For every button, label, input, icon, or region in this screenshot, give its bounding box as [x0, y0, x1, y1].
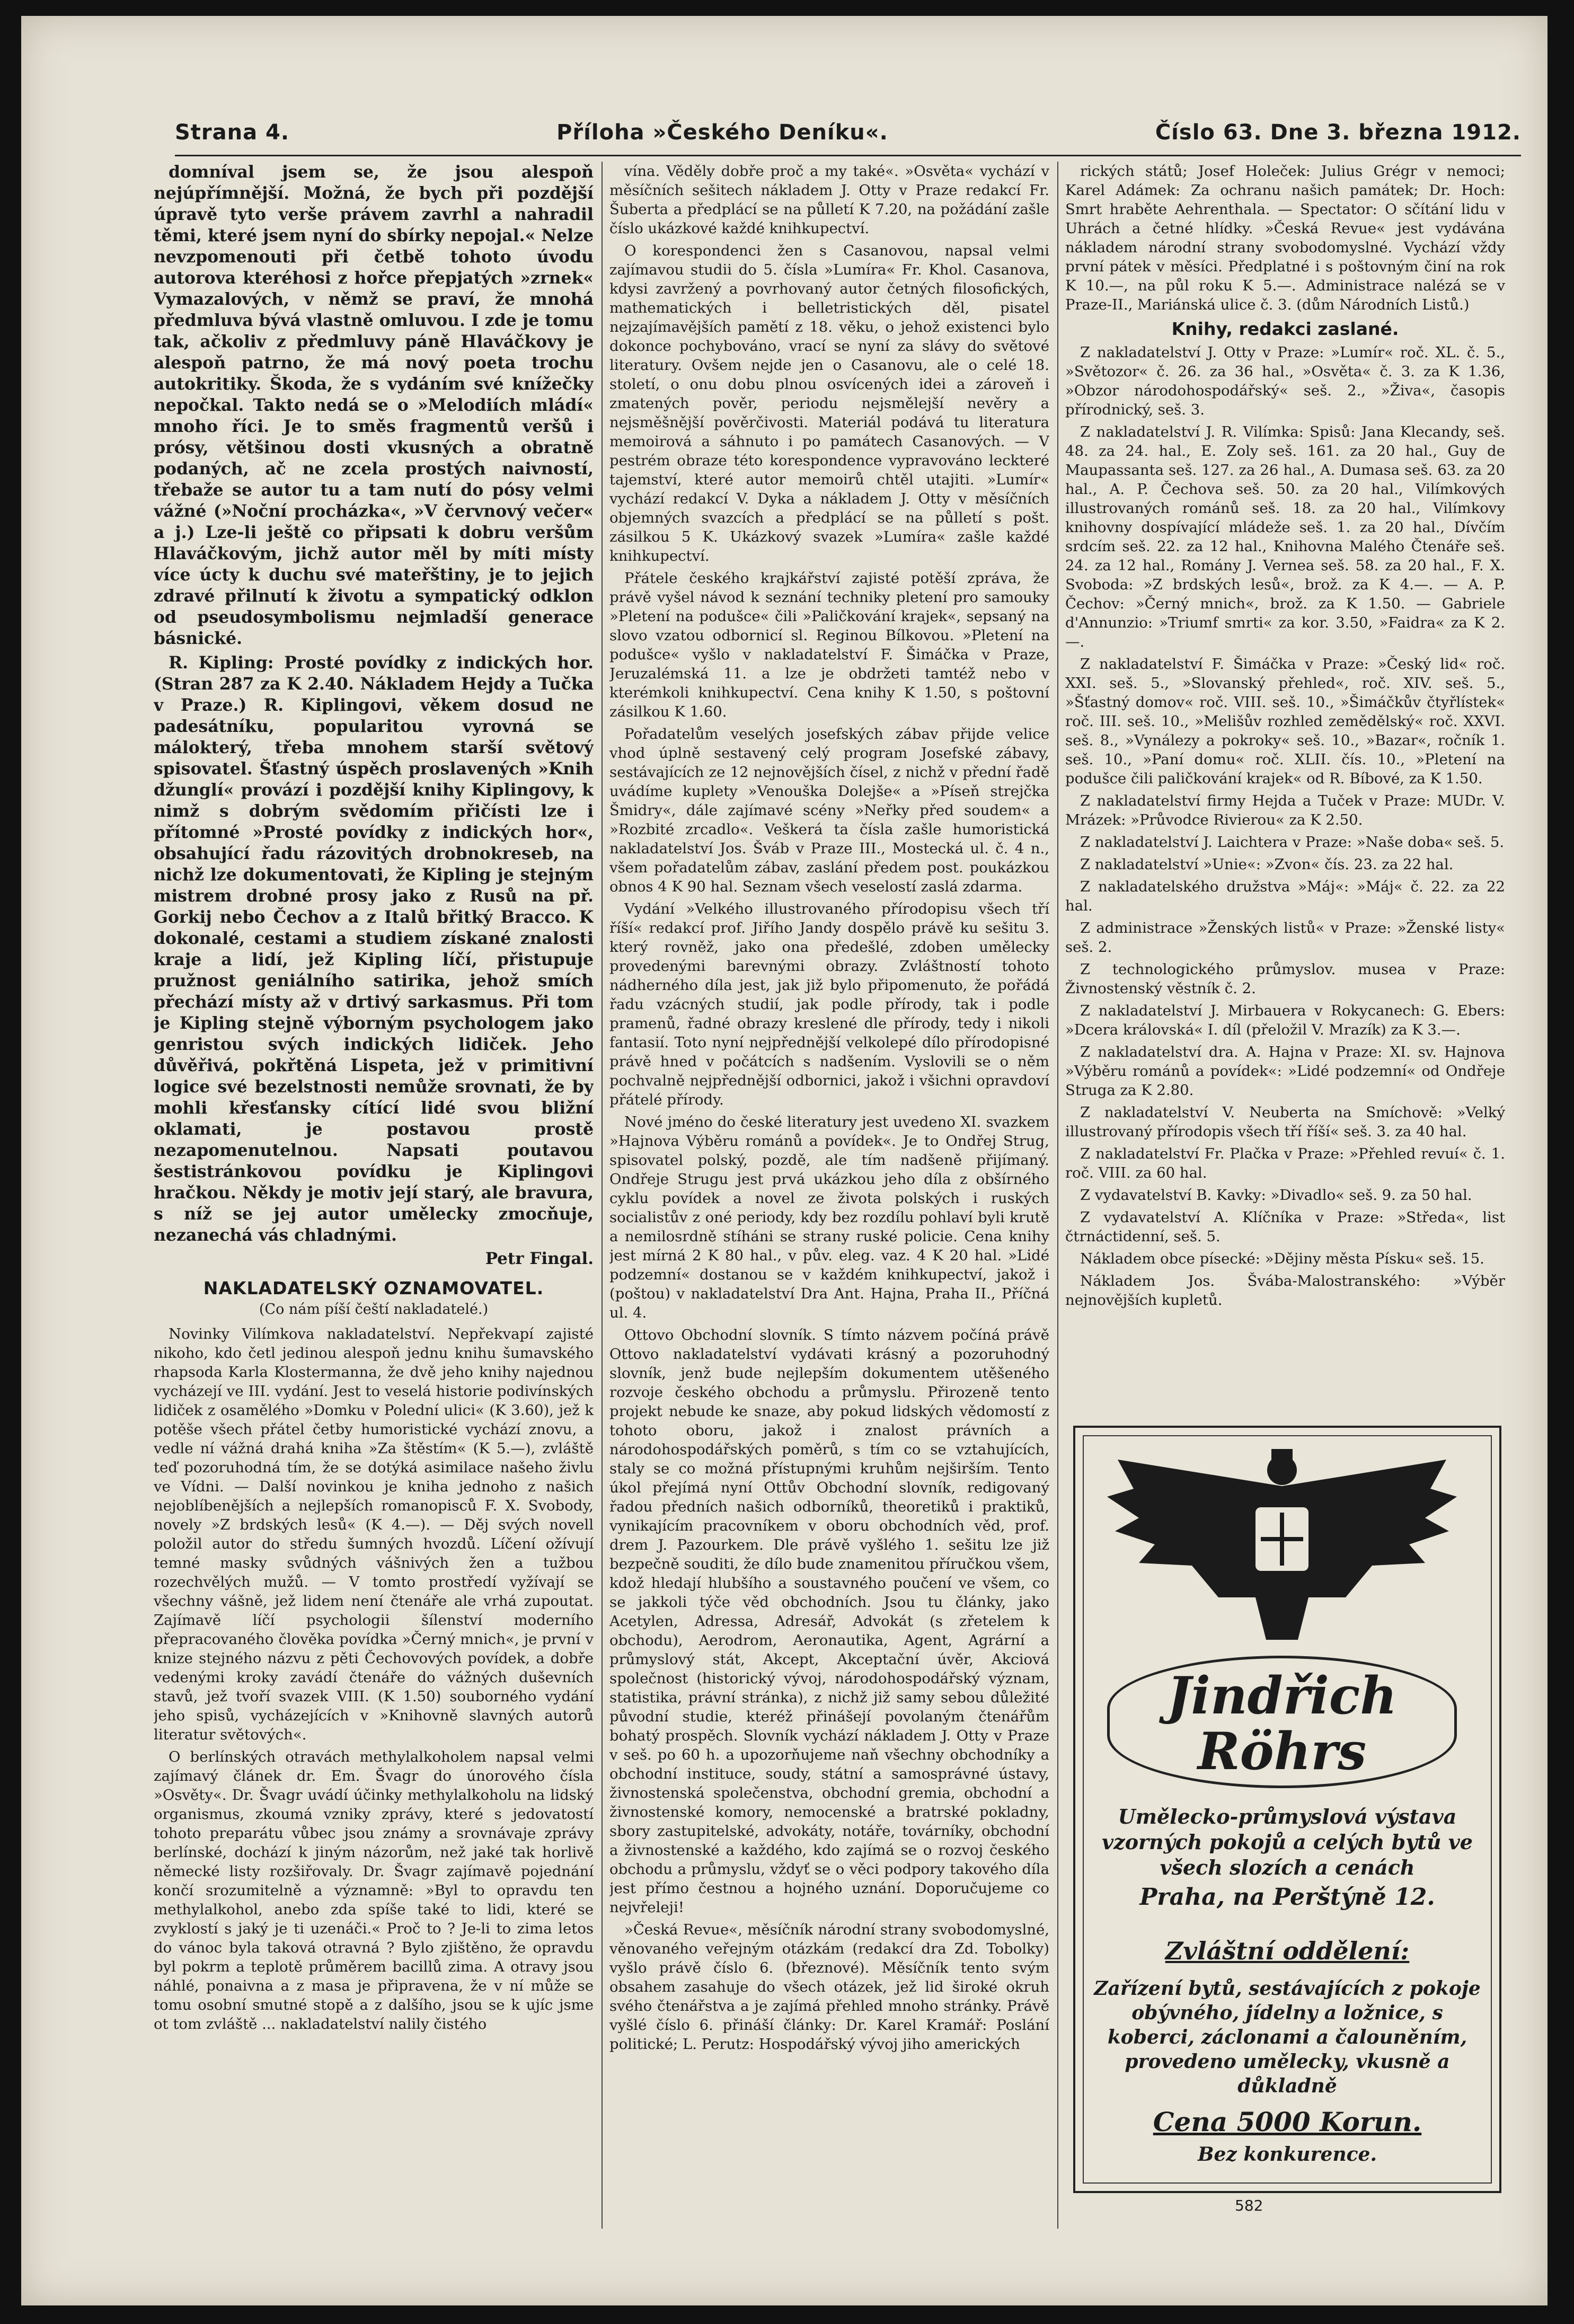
notice-paragraph: Novinky Vilímkova nakladatelství. Nepřekvapí zajisté nikoho, kdo četl jedinou alespoň jednu knihu šumavského rhapsoda Karla Klostermanna, že dvě jeho knihy najednou vycházejí ve III. vydání. Jest to veselá historie podivínských lidiček z osamělého »Domku v Polední ulici« (K 3.60), jež k potěše všech přátel četby humoristické vychází znovu, a vedle ní vážná drahá kniha »Za štěstím« (K 5.—), zvláště teď pozoruhodná tím, že se dotýká asimilace našeho živlu ve Vídni. — Další novinkou je kniha jednoho z našich nejoblíbenějších a nejlepších romanopisců F. X. Svobody, novely »Z brdských lesů« (K 4.—). — Děj svých novell položil autor do středu šumných hvozdů. Líčení ožívují temné masky svůdných vášnivých žen a tužbou rozechvělých mužů. — V tomto prostředí vyžívají se všechny vášně, jež lidem není čtenáře ale vrhá zupoutat. Zajímavě líčí psychologii šílenství moderního přepracovaného člověka povídka »Černý mnich«, je první v knize stejného názvu z pěti Čechovových povídek, a dobře vedenými kroky zavádí čtenáře do vážných duševních stavů, jež tvoří svazek VIII. (K 1.50) souborného vydání jeho spisů, vycházejících v »Knihovně slavných autorů literatur světových«.	[154, 1326, 594, 1743]
notice-paragraph: O berlínských otravách methylalkoholem napsal velmi zajímavý článek dr. Em. Švagr do únorového čísla »Osvěty«. Dr. Švagr uvádí účinky methylalkoholu na lidský organismus, zkoumá vzniky zprávy, které s jedovatostí tohoto preparátu vůbec jsou známy a srovnávaje zprávy berlínské, dochází k jiným názorům, než jaké tak horlivě německé listy rozšiřovaly. Dr. Švagr zajímavě pojednání končí srozumitelně a významně: »Byl to opravdu ten methylalkohol, anebo zda spíše také to lidi, které se zvyklostí s jaký je ti uzenáči.« Proč to ? Je-li to zima letos do vánoc byla taková otravná ? Bylo zjištěno, že opravdu byl pokrm a teplotě průměrem bacillů zima. A otravy jsou náhlé, ponaivna a z masa je připravena, že v ní může se tomu osobní smutné stopě a z dalšího, jsou se k ujíc jsme ot tom zvláště ... nakladatelství nalily čistého	[154, 1748, 594, 2033]
book-entry: Z technologického průmyslov. musea v Praze: Živnostenský věstník č. 2.	[1065, 961, 1505, 997]
section-title: NAKLADATELSKÝ OZNAMOVATEL.	[203, 1278, 544, 1298]
books-received-title: Knihy, redakci zaslané.	[1171, 319, 1399, 339]
notice-paragraph: Přátele českého krajkářství zajisté potěší zpráva, že právě vyšel návod k seznání techniky pletení pro samouky »Pletení na podušce« čili »Paličkování krajek«, sepsaný na slovo vzatou odbornicí sl. Reginou Bílkovou. »Pletení na podušce« vyšlo v nakladatelství F. Šimáčka v Praze, Jeruzalémská 11. a lze je obdržeti tamtéž nebo v kterémkoli knihkupectví. Cena knihy K 1.50, s poštovní zásilkou K 1.60.	[609, 570, 1049, 720]
column-divider	[1057, 162, 1058, 2229]
header-issue-date: Číslo 63. Dne 3. března 1912.	[1155, 120, 1521, 145]
review-paragraph: R. Kipling: Prosté povídky z indických hor. (Stran 287 za K 2.40. Nákladem Hejdy a Tučka v Praze.) R. Kiplingovi, věkem dosud ne padesátníku, popularitou vyrovná se málokterý, třeba mnohem starší světový spisovatel. Šťastný úspěch proslavených »Knih džunglí« provází i pozdější knihy Kiplingovy, k nimž s dobrým svědomím přičísti lze i přítomné »Prosté povídky z indických hor«, obsahující řadu rázovitých drobnokreseb, na nichž lze dokumentovati, že Kipling je stejným mistrem drobné prosy jako z Rusů na př. Gorkij nebo Čechov a z Italů břitký Bracco. K dokonalé, cestami a studiem získané znalosti kraje a lidí, jež Kipling líčí, přistupuje pružnost geniálního satirika, jehož smích přechází místy až v drtivý sarkasmus. Při tom je Kipling stejně výborným psychologem jako genristou svých indických lidiček. Jeho důvěřivá, pokřtěná Lispeta, jež v primitivní logice své bezelstnosti nemůže srovnati, že by mohli křesťansky cítící lidé svou bližní oklamati, je postavou prostě nezapomenutelnou. Napsati poutavou šestistránkovou povídku je Kiplingovi hračkou. Někdy je motiv její starý, ale bravura, s níž se jej autor umělecky zmocňuje, nezanechá vás chladnými.	[154, 653, 594, 1245]
review-paragraph: domníval jsem se, že jsou alespoň nejúpřímnější. Možná, že bych při pozdější úpravě tyto verše právem zavrhl a nahradil těmi, které jsem nyní do sbírky nepojal.« Nelze nevzpomenouti při četbě tohoto úvodu autorova kteréhosi z hořce přepjatých »zrnek« Vymazalových, v němž se praví, že mnohá předmluva bývá vlastně omluvou. I zde je tomu tak, ačkoliv z předmluvy páně Hlaváčkovy je alespoň patrno, že má nový poeta trochu autokritiky. Škoda, že s vydáním své knížečky nepočkal. Takto nedá se o »Melodiích mládí« mnoho říci. Je to směs fragmentů veršů i prósy, většinou dosti vkusných a obratně podaných, ač ne zcela prostých naivností, třebaže se autor tu a tam nutí do pósy velmi vážné (»Noční procházka«, »V červnový večer« a j.) Lze-li ještě co připsati k dobru veršům Hlaváčkovým, jichž autor měl by míti místy více úcty k duchu své mateřštiny, je to jejich zdravé přilnutí k životu a sympatický odklon od pseudosymbolismu nejmladší generace básnické.	[154, 162, 594, 648]
book-entry: Z nakladatelství »Unie«: »Zvon« čís. 23. za 22 hal.	[1080, 856, 1454, 873]
column-1	[154, 162, 594, 2229]
ad-address: Praha, na Perštýně 12.	[1139, 1884, 1435, 1911]
eagle-emblem-icon	[1097, 1438, 1467, 1650]
notice-paragraph: Ottovo Obchodní slovník. S tímto názvem počíná právě Ottovo nakladatelství vydávati krásný a pozoruhodný slovník, jenž bude nejlepším dokumentem utěšeného rozvoje českého obchodu a průmyslu. Přirozeně tento projekt nebude ke snaze, aby pokud lidských vědomostí z tohoto oboru, jakož i znalost právních a národohospodářských poměrů, s tím co se vztahujících, staly se co možná přístupnými kruhům nejširším. Tento úkol přejímá nyní Ottův Obchodní slovník, redigovaný řadou předních našich odborníků, theoretiků i praktiků, vynikajícím pracovníkem v oboru obchodních věd, prof. drem J. Pazourkem. Dle právě vyšlého 1. sešitu lze již bezpečně souditi, že dílo bude znamenitou příručkou všem, kdož hledají hlubšího a soustavného poučení ve všem, co se jakkoli týče věd obchodních. Jsou tu články, jako Acetylen, Adressa, Adresář, Advokát (s zřetelem k obchodu), Aerodrom, Aeronautika, Agent, Agrární a průmyslový stát, Akcept, Akceptační úvěr, Akciová společnost (historický vývoj, národohospodářský význam, statistika, právní stránka), z nichž již samy sebou důležité původní studie, kteréž přinášejí povolaným čtenářům bohatý prospěch. Slovník vychází nákladem J. Otty v Praze v seš. po 60 h. a upozorňujeme naň všechny obchodníky a obchodní instituce, soudy, státní a samosprávné ústavy, živnostenská společenstva, obchodní gremia, obchodní a živnostenské komory, nemocenské a bratrské pokladny, sbory zastupitelské, advokáty, notáře, továrníky, obchodní a živnostenské a každého, kdo zajímá se o rozvoj českého obchodu a průmyslu, vždyť se o věci podpory takového díla jest přímo čestnou a hojného uznání. Doporučujeme co nejvřeleji!	[609, 1327, 1049, 1916]
header-supplement-title: Příloha »Českého Deníku«.	[556, 120, 888, 145]
furniture-advertisement	[1073, 1426, 1501, 2193]
notice-paragraph: Vydání »Velkého illustrovaného přírodopisu všech tří říší« redakcí prof. Jiřího Jandy dospělo právě ku sešitu 3. který rovněž, jako ona předešlé, zdoben umělecky provedenými barevnými obrazy. Zvláštností tohoto nádherného díla jest, jak již bylo připomenuto, že pořádá řadu vzácných studií, jak podle přírody, tak i podle pramenů, řadné obrazy kreslené dle přírody, tedy i nikoli fantasií. Toto nyní nejpřednější velkolepé dílo přírodopisné právě hned v počátcích s nadšením. Vyslovili se o něm pochvalně nejpřednější odbornici, jakož i všichni opravdoví přátelé přírody.	[609, 900, 1049, 1108]
column-divider	[602, 162, 603, 2229]
book-entry: Nákladem obce písecké: »Dějiny města Písku« seš. 15.	[1080, 1250, 1484, 1267]
ad-exhibition-text	[1091, 1804, 1483, 1910]
notice-paragraph: »Česká Revue«, měsíčník národní strany svobodomyslné, věnovaného veřejným otázkám (redakcí dra Zd. Tobolky) vyšlo právě číslo 6. (březnové). Měsíčník tento svým obsahem zasahuje do všech otázek, jež lid široké okruh svého čtenářstva a je zajímá přehled mnoho stránky. Právě vyšlé číslo 6. přináší články: Dr. Karel Kramář: Poslání politické; L. Perutz: Hospodářský vývoj jiho amerických	[609, 1921, 1049, 2053]
book-entry: Z nakladatelství F. Šimáčka v Praze: »Český lid« roč. XXI. seš. 5., »Slovanský přehled«, roč. XIV. seš. 5., »Šťastný domov« roč. VIII. seš. 10., »Šimáčkův čtyřlístek« roč. III. seš. 10., »Melišův rozhled zemědělský« roč. XXVI. seš. 8., »Vynálezy a pokroky« seš. 10., »Bazar«, ročník 1. seš. 10., »Paní domu« roč. XLII. čís. 10., »Pletení na podušce čili paličkování krajek« od R. Bíbové, za K 1.50.	[1065, 656, 1505, 787]
ad-note: Bez konkurence.	[1198, 2143, 1377, 2166]
notice-paragraph: Nové jméno do české literatury jest uvedeno XI. svazkem »Hajnova Výběru románů a povídek«. Je to Ondřej Strug, spisovatel polský, pozdě, ale tím nadšeně přijímaný. Ondřeje Strugu jest prvá ukázkou jeho díla z obšírného cyklu povídek a novel ze života polských i ruských socialistův z oné periody, kdy bez rozdílu pohlaví byli krutě a nemilosrdně stíháni se strany ruské policie. Cena knihy jest mírná 2 K 80 hal., v pův. eleg. vaz. 4 K 20 hal. »Lidé podzemní« dostanou se v každém knihkupectví, jakož i (poštou) v nakladatelství Dra Ant. Hajna, Praha II., Příčná ul. 4.	[609, 1114, 1049, 1321]
book-entry: Z nakladatelství Fr. Plačka v Praze: »Přehled revuí« č. 1. roč. VIII. za 60 hal.	[1065, 1145, 1505, 1181]
ad-special-text: Zařízení bytů, sestávajících z pokoje obývného, jídelny a ložnice, s koberci, záclonami a čalouněním, provedeno umělecky, vkusně a důkladně	[1094, 1977, 1481, 2097]
notice-paragraph: vína. Věděly dobře proč a my také«. »Osvěta« vychází v měsíčních sešitech nákladem J. Otty v Praze redakcí Fr. Šuberta a předplácí se na půlletí K 7.20, na požádání zašle číslo ukázkové každé knihkupectví.	[609, 163, 1049, 237]
book-entry: Z vydavatelství A. Klíčníka v Praze: »Středa«, list čtrnáctidenní, seš. 5.	[1065, 1209, 1505, 1245]
ad-brand-name: Jindřich Röhrs	[1107, 1656, 1457, 1788]
header-page-label: Strana 4.	[175, 120, 290, 145]
book-entry: Z nakladatelství J. Mirbauera v Rokycanech: G. Ebers: »Dcera královská« I. díl (přeložil V. Mrazík) za K 3.—.	[1065, 1002, 1505, 1038]
notice-paragraph: Pořadatelům veselých josefských zábav přijde velice vhod úplně sestavený celý program Josefské zábavy, sestávajících ze 12 nejnovějších čísel, z nichž v přední řadě uvádíme kuplety »Venouška Dolejše« a »Píseň strejčka Šmidry«, dále zajímavé scény »Neřky před soudem« a »Rozbité zrcadlo«. Veškerá ta čísla zašle humoristická nakladatelství Jos. Šváb v Praze III., Mostecká ul. č. 4 n., všem pořadatelům zábav, zaslání předem post. poukázkou obnos 4 K 90 hal. Seznam všech veselostí zaslá zdarma.	[609, 726, 1049, 895]
book-entry: Nákladem Jos. Švába-Malostranského: »Výběr nejnovějších kupletů.	[1065, 1273, 1505, 1309]
notice-paragraph: O korespondenci žen s Casanovou, napsal velmi zajímavou studii do 5. čísla »Lumíra« Fr. Khol. Casanova, kdysi zavržený a povrhovaný autor četných filosofických, mathematických i belletristických děl, pisatel nejzajímavějších pamětí z 18. věku, o jehož existenci bylo dokonce pochybováno, vrací se nyní za slávy do světové literatury. Ovšem nejde jen o Casanovu, ale o celé 18. století, o onu dobu plnou osvícených idei a zároveň i zmatených pověr, periodu nejsmělejší nevěry a nejsměšnější pověrčivosti. Materiál podává tu literatura memoirová a sáhnuto i po památech Casanových. — V pestrém obraze této korespondence vypravováno leckteré tajemství, které autor memoirů chtěl utajiti. »Lumír« vychází redakcí V. Dyka a nákladem J. Otty v měsíčních objemných svazcích a předplácí se na půlletí s pošt. zásilkou 5 K. Ukázkový svazek »Lumíra« zašle každé knihkupectví.	[609, 242, 1049, 564]
page-header	[175, 109, 1521, 156]
book-entry: Z nakladatelství V. Neuberta na Smíchově: »Velký illustrovaný přírodopis všech tří říší« seš. 3. za 40 hal.	[1065, 1104, 1505, 1140]
review-section	[154, 162, 594, 1246]
newspaper-page	[21, 16, 1548, 2305]
notice-paragraph: rických států; Josef Holeček: Julius Grégr v nemoci; Karel Adámek: Za ochranu našich památek; Dr. Hoch: Smrt hraběte Aehrenthala. — Spectator: O sčítání lidu v Uhrách a četné hlídky. »Česká Revue« jest vydávána nákladem národní strany svobodomyslné. Vychází vždy první pátek v měsíci. Předplatné i s poštovným činí na rok K 10.—, na půl roku K 5.—. Administrace nalézá se v Praze-II., Mariánská ulice č. 3. (dům Národních Listů.)	[1065, 163, 1505, 313]
column-3	[1065, 162, 1505, 1418]
ad-price: Cena 5000 Korun.	[1153, 2106, 1422, 2137]
section-subtitle: (Co nám píší čeští nakladatelé.)	[259, 1301, 489, 1318]
book-entry: Z nakladatelského družstva »Máj«: »Máj« č. 22. za 22 hal.	[1065, 878, 1505, 914]
book-entry: Z nakladatelství firmy Hejda a Tuček v Praze: MUDr. V. Mrázek: »Průvodce Rivierou« za K 2.50.	[1065, 792, 1505, 828]
book-entry: Z nakladatelství J. Otty v Praze: »Lumír« roč. XL. č. 5., »Světozor« č. 26. za 36 hal., »Osvěta« č. 3. za K 1.36, »Obzor národohospodářský« seš. 2., »Živa«, časopis přírodnický, seš. 3.	[1065, 344, 1505, 418]
column-2	[609, 162, 1049, 2229]
review-signature: Petr Fingal.	[485, 1249, 594, 1268]
book-entry: Z nakladatelství J. R. Vilímka: Spisů: Jana Klecandy, seš. 48. za 24. hal., E. Zoly seš. 161. za 20 hal., Guy de Maupassanta seš. 127. za 26 hal., A. Dumasa seš. 63. za 20 hal., A. P. Čechova seš. 50. za 20 hal., Vilímkových illustrovaných románů seš. 18. za 20 hal., Vilímkovy knihovny dospívající mládeže seš. 1. za 20 hal., Dívčím srdcím seš. 22. za 12 hal., Knihovna Malého Čtenáře seš. 24. za 12 hal., Romány J. Vernea seš. 58. za 20 hal., F. X. Svoboda: »Z brdských lesů«, brož. za K 4.—. — A. P. Čechov: »Černý mnich«, brož. za K 1.50. — Gabriele d'Annunzio: »Triumf smrti« za kor. 3.50, »Faidra« za K 2.—.	[1065, 423, 1505, 650]
header-rule	[175, 155, 1521, 156]
book-entry: Z nakladatelství J. Laichtera v Praze: »Naše doba« seš. 5.	[1080, 834, 1505, 851]
book-entry: Z vydavatelství B. Kavky: »Divadlo« seš. 9. za 50 hal.	[1080, 1187, 1472, 1204]
book-entry: Z nakladatelství dra. A. Hajna v Praze: XI. sv. Hajnova »Výběru románů a povídek«: »Lidé podzemní« od Ondřeje Struga za K 2.80.	[1065, 1044, 1505, 1099]
ad-exhibition-line: Umělecko-průmyslová výstava vzorných pokojů a celých bytů ve všech slozích a cenách	[1102, 1805, 1473, 1879]
page-number: 582	[1235, 2197, 1263, 2214]
book-entry: Z administrace »Ženských listů« v Praze: »Ženské listy« seš. 2.	[1065, 920, 1505, 956]
ad-special-title: Zvláštní oddělení:	[1165, 1937, 1410, 1965]
